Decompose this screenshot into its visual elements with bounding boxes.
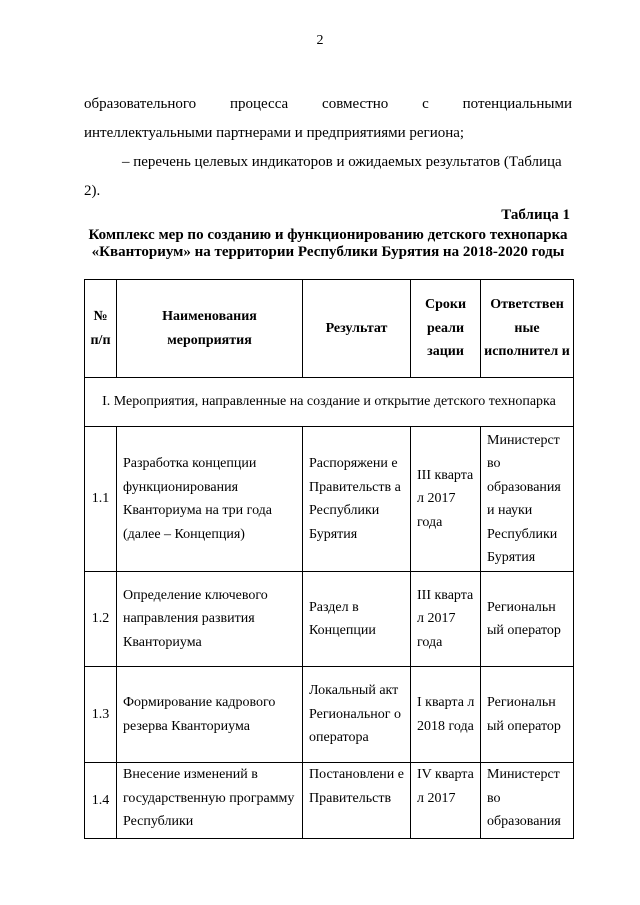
header-responsible: Ответствен ные исполнител и: [481, 280, 574, 378]
table-row: [85, 572, 574, 667]
row-name: Определение ключевого направления развития Кванториума: [117, 572, 303, 667]
section-title: I. Мероприятия, направленные на создание и открытие детского технопарка: [85, 378, 574, 427]
header-name: Наименования мероприятия: [117, 280, 303, 378]
header-result: Результат: [303, 280, 411, 378]
row-num: 1.4: [85, 763, 117, 839]
row-responsible: Министерст во образования: [481, 763, 574, 839]
table-row: [85, 667, 574, 763]
header-terms: Сроки реали зации: [411, 280, 481, 378]
row-result: Постановлени е Правительств: [303, 763, 411, 839]
table-title: Комплекс мер по созданию и функционированию детского технопарка «Кванториум» на территории Республики Бурятия на 2018-2020 годы: [88, 227, 568, 260]
row-result: Распоряжени е Правительств а Республики Бурятия: [303, 427, 411, 572]
row-name: Внесение изменений в государственную программу Республики: [117, 763, 303, 839]
row-terms: I кварта л 2018 года: [411, 667, 481, 763]
row-num: 1.3: [85, 667, 117, 763]
page-number: 2: [316, 33, 324, 48]
table-label: Таблица 1: [501, 207, 570, 223]
measures-table: [84, 279, 574, 839]
row-name: Разработка концепции функционирования Кванториума на три года (далее – Концепция): [117, 427, 303, 572]
row-terms: III кварта л 2017 года: [411, 572, 481, 667]
row-terms: III кварта л 2017 года: [411, 427, 481, 572]
table-row: [85, 427, 574, 572]
row-responsible: Региональн ый оператор: [481, 572, 574, 667]
table-row: [85, 763, 574, 839]
bullet-item: – перечень целевых индикаторов и ожидаемых результатов (Таблица 2).: [84, 154, 562, 199]
row-responsible: Министерст во образования и науки Республики Бурятия: [481, 427, 574, 572]
row-result: Локальный акт Региональног о оператора: [303, 667, 411, 763]
section-row: [85, 378, 574, 427]
intro-line-2: интеллектуальными партнерами и предприятиями региона;: [84, 125, 465, 141]
row-name: Формирование кадрового резерва Кванториума: [117, 667, 303, 763]
row-result: Раздел в Концепции: [303, 572, 411, 667]
row-num: 1.2: [85, 572, 117, 667]
row-responsible: Региональн ый оператор: [481, 667, 574, 763]
table-header-row: [85, 280, 574, 378]
row-num: 1.1: [85, 427, 117, 572]
intro-line-1: образовательного процесса совместно с потенциальными: [84, 96, 572, 112]
header-num: № п/п: [85, 280, 117, 378]
intro-paragraph: [84, 90, 572, 148]
row-terms: IV кварта л 2017: [411, 763, 481, 839]
